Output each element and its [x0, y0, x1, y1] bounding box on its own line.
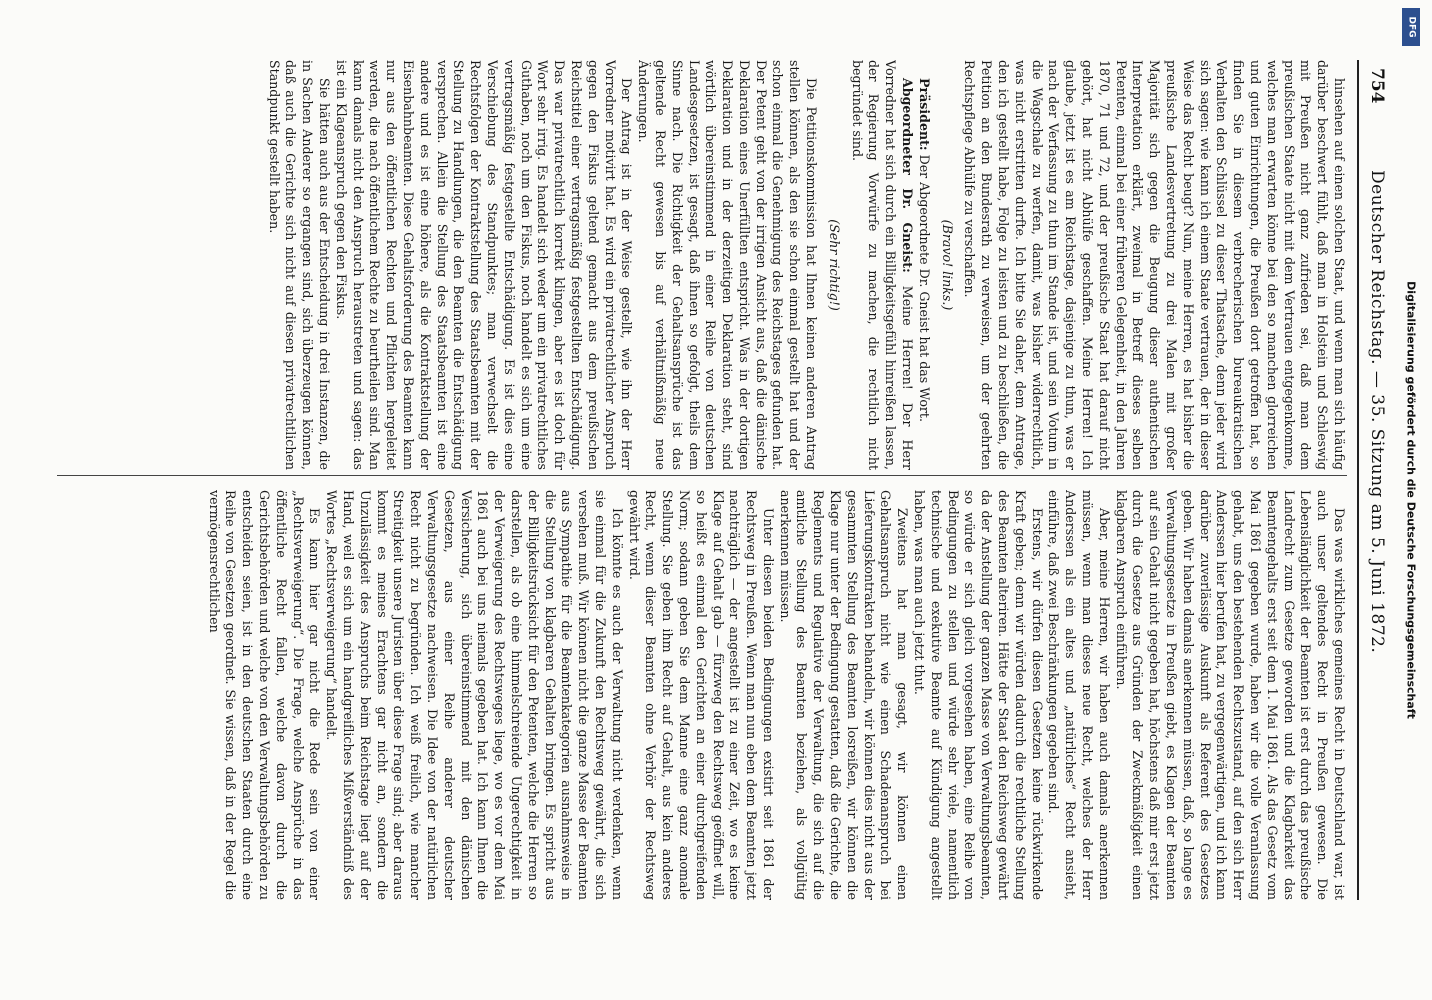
page-header: [1361, 50, 1391, 910]
body-paragraph: Die Petitionskommission hat Ihnen keinen anderen Antrag stellen können, als den sie schon einmal gestellt hat und der schon einmal die Genehmigung des Reichstages gefunden hat. Der Petent geht von der irrigen Ansicht aus, daß die dänische Deklaration eines Unerfüllten entspricht. Was in der dortigen Deklaration und in der derzeitigen Deklaration steht, sind wörtlich übereinstimmend in einer Reihe von deutschen Landesgesetzen, ist gesagt, daß ihnen so gefolgt, theils dem Sinne nach. Die Richtigkeit der Gehaltsansprüche ist das geltende Recht gewesen bis auf verhältnißmäßig neue Änderungen.: [636, 60, 820, 470]
body-paragraph: Zweitens hat man gesagt, wir können einen Gehaltsanspruch nicht wie einen Schadenanspruch bei Lieferungskontrakten behandeln, wir können dies nicht aus der gesammten Stellung des Beamten losreißen, wir können die Klage nur unter der Bedingung gestatten, daß die Gerichte, die Reglements und Regulative der Verwaltung, die sich auf die amtliche Stellung des Beamten beziehen, als vollgültig anerkennen müssen.: [777, 490, 911, 900]
header-rule: [1357, 60, 1359, 900]
digitization-credit: [1400, 10, 1422, 990]
body-paragraph: Sie hätten auch aus der Entscheidung in drei Instanzen, die in Sachen Anderer so ergangen sind, sich überzeugen können, daß auch die Gerichte sich nicht auf diesen privatrechtlichen Standpunkt gestellt haben.: [266, 60, 332, 470]
running-title: Deutscher Reichstag. — 35. Sitzung am 5. Juni 1872.: [1367, 170, 1387, 654]
body-paragraph: hinsehen auf einen solchen Staat, und wenn man sich häufig darüber beschwert fühlt, daß man in Holstein und Schleswig mit Preußen nicht ganz zufrieden sei, daß man dem preußischen Staate nicht mit dem Vertrauen entgegenkomme, welches man erwarten könne bei den so manchen glorreichen und guten Einrichtungen, die Preußen dort getroffen hat, so finden Sie in diesem verbrecherischen bureaukratischen Verhalten den Schlüssel zu dieser Thatsache, denn jeder wird sich sagen: wie kann ich einem Staate vertrauen, der in dieser Weise das Recht beugt? Nun, meine Herren, es hat bisher die preußische Landesvertretung zu drei Malen mit großer Majorität sich gegen die Beugung dieser authentischen Interpretation erklärt, zweimal in Betreff dieses selben Petenten, einmal bei einer früheren Gelegenheit, in den Jahren 1870, 71 und 72, und der preußische Staat hat darauf nicht gehört, hat nicht Abhülfe geschaffen. Meine Herren! Ich glaube, jetzt ist es am Reichstage, dasjenige zu thun, was er nach der Verfassung zu thun im Stande ist, und sein Votum in die Wagschale zu werfen, damit, was bisher widerrechtlich, was nicht erstritten durfte. Ich bitte Sie daher, dem Antrage, den ich gestellt habe, Folge zu leisten und zu beschließen, die Petition an den Bundesrath zu verweisen, um der geehrten Rechtspflege Abhülfe zu verschaffen.: [962, 60, 1347, 470]
body-paragraph: Erstens, wir dürfen diesen Gesetzen keine rückwirkende Kraft geben; denn wir würden dadurch die rechtliche Stellung des Beamten alteriren. Hätte der Staat den Reichsweg gewährt da der Anstellung der ganzen Masse von Verwaltungsbeamten, so würde er sich gleich vorgesehen haben, eine Reihe von Bedingungen zu stellen und würde sehr viele, namentlich technische und exekutive Beamte auf Kündigung angestellt haben, was man auch jetzt thut.: [912, 490, 1045, 900]
rotated-sheet: [41, 50, 1391, 910]
speaker-text: Der Abgeordnete Dr. Gneist hat das Wort.: [916, 154, 932, 422]
body-paragraph: Unter diesen beiden Bedingungen existirt seit 1861 der Rechtsweg in Preußen. Wenn man nun eben dem Beamten jetzt nachträglich — der angestellt ist zu einer Zeit, wo es keine Klage auf Gehalt gab — fürzweg den Rechtsweg geöffnet will, so heißt es einmal den Gerichten an einer durchgreifenden Norm; sodann geben Sie dem Manne eine ganz anomale Stellung. Sie geben ihm Recht auf Gehalt, aus kein anderes Recht, wenn dieser Beamten ohne Verhör der Rechtsweg gewährt wird.: [626, 490, 776, 900]
text-column-right: [57, 490, 1347, 900]
speaker-name: Abgeordneter Dr. Gneist:: [900, 78, 916, 273]
body-paragraph: Aber, meine Herren, wir haben auch damals anerkennen müssen, wenn man dieses neue Recht, welches der Herr Anderssen als ein altes und „natürliches“ Recht ansieht, einführe, daß zwei Beschränkungen gegeben sind.: [1046, 490, 1112, 900]
page-number: 754: [1367, 68, 1387, 104]
interjection: (Bravo! links.): [939, 219, 955, 311]
body-paragraph: Ich könnte es auch der Verwaltung nicht verdenken, wenn sie einmal für die Zukunft den Rechtsweg gewährt, die sich versehen muß. Wir können nicht die ganze Masse der Beamten aus Sympathie für die Beamtenkategorien ausnahmsweise in die Stellung von klagbaren Gehalten bringen. Es spricht aus der Billigkeitsrücksicht für den Petenten, welche die Herren so darstellen, als ob eine himmelschreiende Ungerechtigkeit in der Verweigerung des Rechtsweges liege, wo es vor dem Mai 1861 auch bei uns niemals gegeben hat. Ich kann Ihnen die Versicherung, sich übereinstimmend mit den dänischen Gesetzen, aus einer Reihe anderer deutscher Verwaltungsgesetze nachweisen. Die Idee von der natürlichen Recht nicht zu begründen. Ich weiß freilich, wie mancher Streitigkeit unsere Juristen über diese Frage sind; aber daraus kommt es meines Erachtens gar nicht an, sondern die Unzulässigkeit des Anspruchs beim Reichstage liegt auf der Hand, weil es sich um ein handgreifliches Mißverständniß des Wortes „Rechtsverweigerung“ handelt.: [324, 490, 625, 900]
speaker-name: Präsident:: [916, 78, 932, 151]
credit-text: Digitalisierung gefördert durch die Deutsche Forschungsgemeinschaft: [1404, 281, 1418, 719]
interjection: (Sehr richtig!): [826, 219, 842, 311]
speaker-paragraph: [915, 60, 932, 470]
text-column-left: [57, 60, 1347, 470]
speaker-paragraph: [848, 60, 915, 470]
column-divider: [57, 475, 1347, 476]
body-paragraph: Der Antrag ist in der Weise gestellt, wie ihn der Herr Vorredner motivirt hat. Es wird ein privatrechtlicher Anspruch gegen den Fiskus geltend gemacht aus dem preußischen Reichstitel einer vertragsmäßig festgestellten Entschädigung. Das war privatrechtlich korrekt klingen, aber es ist doch für Wort sehr irrig. Es handelt sich weder um ein privatrechtliches Guthaben, noch um den Fiskus, noch handelt es sich um eine vertragsmäßig festgestellte Entschädigung. Es ist dies eine Verschiebung des Standpunktes; man verwechselt die Rechtsfolgen der Kontraktstellung des Staatsbeamten mit der Stellung zu Handlungen, die den Beamten die Entschädigung versprechen. Allein die Stellung des Staatsbeamten ist eine andere und es ist eine höhere, als die Kontraktstellung der Eisenbahnbeamten. Diese Gehaltsforderung des Beamten kann nur aus den öffentlichen Rechten und Pflichten hergeleitet werden, die nach öffentlichem Rechte zu beurtheilen sind. Man kann damals nicht den Anspruch heraustreten und sagen: das ist ein Klageanspruch gegen den Fiskus.: [333, 60, 635, 470]
speaker-text: Meine Herren! Der Herr Vorredner hat sich durch ein Billigkeitsgefühl hinreißen lassen, der Regierung Vorwürfe zu machen, die rechtlich nicht begründet sind.: [849, 60, 916, 470]
body-paragraph: Es kann hier gar nicht die Rede sein von einer „Rechtsverweigerung“. Die Frage, welche Ansprüche in das öffentliche Recht fallen, welche davon durch die Gerichtsbehörden und welche von den Verwaltungsbehörden zu entscheiden seien, ist in den deutschen Staaten durch eine Reihe von Gesetzen geordnet. Sie wissen, daß in der Regel die vermögensrechtlichen: [206, 490, 323, 900]
dfg-logo: DFG: [1402, 8, 1420, 46]
body-paragraph: Das was wirkliches gemeines Recht in Deutschland war, ist auch unser geltendes Recht in Preußen gewesen. Die Lebenslänglichkeit der Beamten ist erst durch das preußische Landrecht zum Gesetze geworden und die Klagbarkeit das Beamtengehalts erst seit dem 1. Mai 1861. Als das Gesetz vom Mai 1861 gegeben wurde, haben wir die volle Veranlassung gehabt, uns den bestehenden Rechtszustand, auf den sich Herr Anderssen hier berufen hat, zu vergegenwärtigen, und ich kann darüber zuverlässige Auskunft als Referent des Gesetzes geben. Wir haben damals anerkennen müssen, daß, so lange es Verwaltungsgesetze in Preußen giebt, es Klagen der Beamten auf sein Gehalt nicht gegeben hat, höchstens daß mir erst jetzt durch die Gesetze aus Gründen der Zweckmäßigkeit einen klagbaren Anspruch einführen.: [1113, 490, 1347, 900]
